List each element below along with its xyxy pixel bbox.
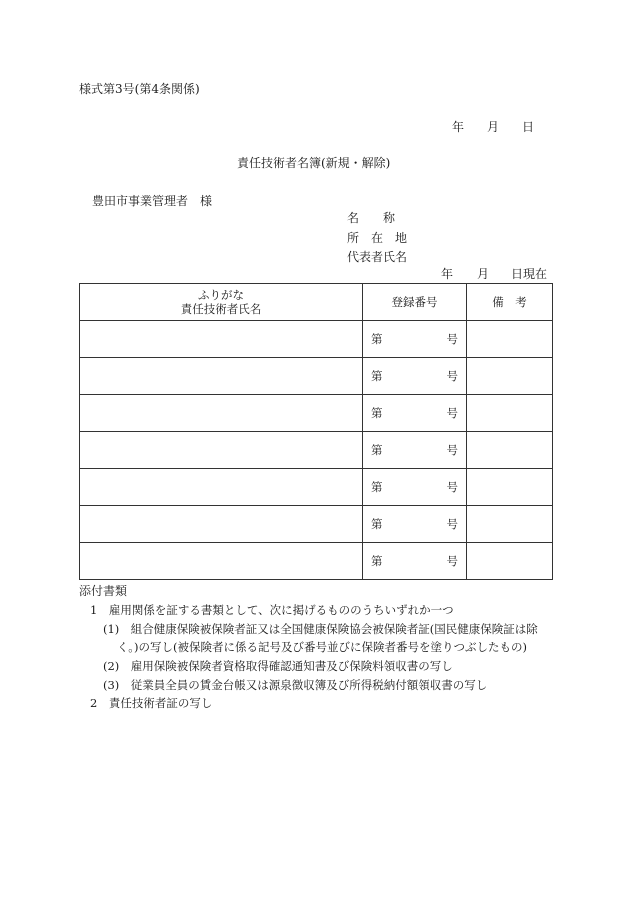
applicant-representative-label: 代表者氏名 xyxy=(347,250,408,264)
reg-prefix: 第 xyxy=(371,406,383,420)
name-cell[interactable] xyxy=(80,543,363,580)
table-row xyxy=(80,506,553,543)
table-row xyxy=(80,543,553,580)
attachments-heading: 添付書類 xyxy=(79,584,128,598)
as-of-day-label: 日現在 xyxy=(511,267,548,281)
registration-number-cell[interactable] xyxy=(363,543,467,580)
attachment-subitem-2: (2) 雇用保険被保険者資格取得確認通知書及び保険料領収書の写し xyxy=(103,659,453,673)
reg-prefix: 第 xyxy=(371,369,383,383)
attachment-subitem-3: (3) 従業員全員の賃金台帳又は源泉徴収簿及び所得税納付額領収書の写し xyxy=(103,678,488,692)
name-cell[interactable] xyxy=(80,469,363,506)
reg-suffix: 号 xyxy=(446,443,458,457)
date-day-label: 日 xyxy=(522,120,535,134)
reg-prefix: 第 xyxy=(371,332,383,346)
name-cell[interactable] xyxy=(80,358,363,395)
addressee: 豊田市事業管理者 様 xyxy=(92,194,213,208)
date-month-label: 月 xyxy=(487,120,500,134)
header-remarks: 備 考 xyxy=(467,284,553,321)
form-code: 様式第3号(第4条関係) xyxy=(79,82,200,96)
date-year-label: 年 xyxy=(452,120,465,134)
applicant-name-label: 名 称 xyxy=(347,211,396,225)
table-row xyxy=(80,358,553,395)
registration-number-cell[interactable] xyxy=(363,395,467,432)
remarks-cell[interactable] xyxy=(467,469,553,506)
reg-suffix: 号 xyxy=(446,517,458,531)
registration-number-cell[interactable] xyxy=(363,469,467,506)
header-furigana: ふりがな xyxy=(198,288,244,302)
table-row xyxy=(80,469,553,506)
attachment-item-1: 1 雇用関係を証する書類として、次に掲げるもののうちいずれか一つ xyxy=(90,603,454,617)
attachment-item-2: 2 責任技術者証の写し xyxy=(90,696,213,710)
reg-prefix: 第 xyxy=(371,443,383,457)
reg-suffix: 号 xyxy=(446,406,458,420)
attachment-subitem-1-line-1: (1) 組合健康保険被保険者証又は全国健康保険協会被保険者証(国民健康保険証は除 xyxy=(103,622,538,636)
reg-suffix: 号 xyxy=(446,369,458,383)
name-cell[interactable] xyxy=(80,395,363,432)
header-technician-name: 責任技術者氏名 xyxy=(180,302,262,316)
reg-prefix: 第 xyxy=(371,554,383,568)
technician-roster-table xyxy=(79,283,553,580)
remarks-cell[interactable] xyxy=(467,321,553,358)
attachment-subitem-1-line-2: く。)の写し(被保険者に係る記号及び番号並びに保険者番号を塗りつぶしたもの) xyxy=(117,640,527,654)
name-cell[interactable] xyxy=(80,321,363,358)
remarks-cell[interactable] xyxy=(467,506,553,543)
applicant-address-label: 所 在 地 xyxy=(347,231,408,245)
registration-number-cell[interactable] xyxy=(363,358,467,395)
as-of-year-label: 年 xyxy=(441,267,454,281)
remarks-cell[interactable] xyxy=(467,358,553,395)
reg-prefix: 第 xyxy=(371,480,383,494)
reg-suffix: 号 xyxy=(446,554,458,568)
remarks-cell[interactable] xyxy=(467,432,553,469)
registration-number-cell[interactable] xyxy=(363,506,467,543)
table-row xyxy=(80,321,553,358)
registration-number-cell[interactable] xyxy=(363,432,467,469)
reg-suffix: 号 xyxy=(446,480,458,494)
document-title: 責任技術者名簿(新規・解除) xyxy=(237,156,391,170)
table-header-row xyxy=(80,284,553,321)
reg-suffix: 号 xyxy=(446,332,458,346)
header-name-column xyxy=(80,284,363,321)
table-row xyxy=(80,432,553,469)
table-row xyxy=(80,395,553,432)
name-cell[interactable] xyxy=(80,506,363,543)
remarks-cell[interactable] xyxy=(467,543,553,580)
header-registration-number: 登録番号 xyxy=(363,284,467,321)
reg-prefix: 第 xyxy=(371,517,383,531)
remarks-cell[interactable] xyxy=(467,395,553,432)
as-of-month-label: 月 xyxy=(477,267,490,281)
registration-number-cell[interactable] xyxy=(363,321,467,358)
name-cell[interactable] xyxy=(80,432,363,469)
